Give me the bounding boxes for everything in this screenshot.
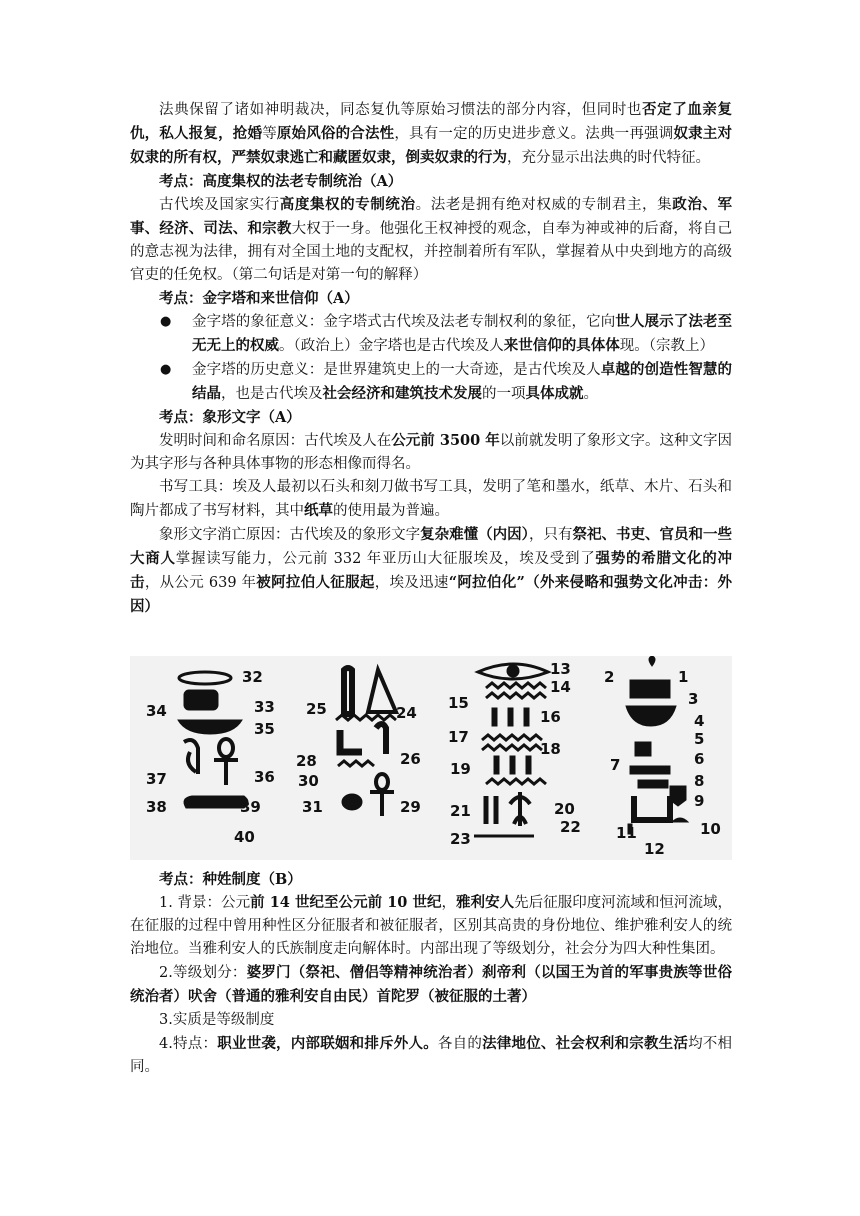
- figure-label: 10: [700, 820, 721, 838]
- heading-pharaoh-rule: 考点：高度集权的法老专制统治（A）: [159, 173, 403, 190]
- figure-label: 38: [146, 798, 167, 816]
- text: ，充分显示出法典的时代特征。: [507, 150, 710, 166]
- figure-label: 8: [694, 772, 705, 790]
- figure-label: 5: [694, 730, 705, 748]
- figure-label: 35: [254, 720, 275, 738]
- figure-label: 21: [450, 802, 471, 820]
- figure-label: 18: [540, 740, 561, 758]
- bold-text: 世人展示了法老至无无上的权威: [192, 313, 733, 354]
- paragraph-caste-essence: 3.实质是等级制度: [159, 1012, 275, 1028]
- bold-text: 职业世袭，内部联姻和排斥外人。: [217, 1035, 438, 1052]
- paragraph-pharaoh: [130, 193, 732, 287]
- figure-label: 22: [560, 818, 581, 836]
- figure-label: 26: [400, 750, 421, 768]
- bullet-pyramid-symbolism: [130, 310, 732, 358]
- figure-label: 19: [450, 760, 471, 778]
- figure-label: 3: [688, 690, 699, 708]
- figure-label: 11: [616, 824, 637, 842]
- text: 的使用最为普遍。: [333, 503, 449, 519]
- figure-label: 33: [254, 698, 275, 716]
- figure-label: 15: [448, 694, 469, 712]
- bold-text: “阿拉伯化”（外来侵略和强势文化冲击：外因）: [130, 574, 733, 615]
- bold-text: 卓越的创造性智慧的结晶: [192, 361, 733, 402]
- figure-label: 34: [146, 702, 167, 720]
- paragraph-writing-tools: [130, 476, 732, 523]
- text: ，从公元 639 年: [144, 575, 257, 591]
- text: 金字塔的历史意义：是世界建筑史上的一大奇迹，是古代埃及人: [192, 362, 601, 378]
- bold-text: 原始风俗的合法性: [276, 125, 395, 142]
- paragraph-invention: [130, 429, 732, 476]
- bold-text: 前 14 世纪至公元前 10 世纪: [250, 894, 442, 911]
- hieroglyph-illustration: [130, 656, 732, 860]
- bullet-icon: ●: [160, 362, 172, 377]
- text: 以前就发明了象形文字。这种文字因为其字形与各种具体事物的形态相像而得名。: [130, 433, 733, 472]
- figure-label: 12: [644, 840, 665, 858]
- figure-label: 2: [604, 668, 615, 686]
- figure-label: 40: [234, 828, 255, 846]
- bullet-icon: ●: [160, 314, 172, 329]
- figure-label: 20: [554, 800, 575, 818]
- figure-label: 6: [694, 750, 705, 768]
- paragraph-caste-levels: [130, 961, 732, 1009]
- bold-text: 雅利安人: [456, 894, 515, 911]
- figure-label: 14: [550, 678, 571, 696]
- text: 各自的: [437, 1036, 483, 1052]
- figure-label: 28: [296, 752, 317, 770]
- bold-text: 复杂难懂（内因）: [420, 526, 529, 543]
- text: 4.特点：: [159, 1036, 218, 1052]
- bold-text: 纸草: [304, 502, 333, 519]
- text: 均不相同。: [130, 1036, 733, 1075]
- heading-hieroglyphs: 考点：象形文字（A）: [159, 409, 301, 426]
- figure-label: 39: [240, 798, 261, 816]
- figure-label: 4: [694, 712, 705, 730]
- text: 先后征服印度河流域和恒河流域，在征服的过程中曾用种性区分征服者和被征服者，区别其高贵的身份地位、维护雅利安人的统治地位。当雅利安人的氏族制度走向解体时。内部出现了等级划分，社会分为四大种性集团。: [130, 895, 733, 957]
- figure-label: 23: [450, 830, 471, 848]
- text: 象形文字消亡原因：古代埃及的象形文字: [159, 527, 421, 543]
- caste-section: [130, 868, 732, 1079]
- text: 等: [262, 126, 277, 142]
- heading-pyramid: 考点：金字塔和来世信仰（A）: [159, 290, 359, 307]
- text: 书写工具：埃及人最初以石头和刻刀做书写工具，发明了笔和墨水，纸草、木片、石头和陶片都成了书写材料，其中: [130, 479, 732, 519]
- bold-text: 被阿拉伯人征服起: [256, 574, 375, 591]
- bold-text: 祭祀、书吏、官员和一些大商人: [130, 526, 733, 567]
- figure-label: 1: [678, 668, 689, 686]
- bold-text: 来世信仰的具体体: [503, 337, 620, 354]
- figure-label: 7: [610, 756, 621, 774]
- figure-label: 37: [146, 770, 167, 788]
- text: ，具有一定的历史进步意义。法典一再强调: [394, 126, 674, 142]
- text: ，: [441, 895, 457, 911]
- bold-text: 具体成就: [525, 385, 584, 402]
- text: 。法老是拥有绝对权威的专制君主，集: [415, 197, 673, 213]
- text: 大权于一身。他强化王权神授的观念，自奉为神或神的后裔，将自己的意志视为法律，拥有对全国土地的支配权，并控制着所有军队，掌握着从中央到地方的高级官吏的任免权。（第二句话是对第一句的解释）: [130, 221, 732, 283]
- bullet-pyramid-history: [130, 358, 732, 406]
- hieroglyph-figure: [130, 656, 732, 860]
- text: ，只有: [528, 527, 573, 543]
- figure-label: 36: [254, 768, 275, 786]
- text: 的一项: [482, 386, 526, 402]
- bold-text: 强势的希腊文化的冲击: [130, 550, 733, 591]
- text: 。（政治上）金字塔也是古代埃及人: [279, 338, 504, 354]
- text: 1. 背景：公元: [159, 895, 251, 911]
- figure-label: 17: [448, 728, 469, 746]
- paragraph-caste-background: [130, 891, 732, 961]
- text: 现。（宗教上）: [619, 338, 714, 354]
- figure-label: 13: [550, 660, 571, 678]
- heading-caste: 考点：种姓制度（B）: [159, 871, 302, 888]
- figure-label: 9: [694, 792, 705, 810]
- text: 掌握读写能力，公元前 332 年亚历山大征服埃及，埃及受到了: [175, 551, 596, 567]
- text: 古代埃及国家实行: [159, 197, 280, 213]
- bold-text: 婆罗门（祭祀、僧侣等精神统治者）刹帝利（以国王为首的军事贵族等世俗统治者）吠舍（普通的雅利安自由民）首陀罗（被征服的土著）: [130, 964, 732, 1005]
- figure-label: 30: [298, 772, 319, 790]
- bold-text: 政治、军事、经济、司法、和宗教: [130, 196, 733, 237]
- text: 发明时间和命名原因：古代埃及人在: [159, 433, 392, 449]
- text: 2.等级划分：: [159, 965, 247, 981]
- text: ，也是古代埃及: [221, 386, 323, 402]
- figure-label: 24: [396, 704, 417, 722]
- paragraph-decline: [130, 523, 732, 619]
- text: 金字塔的象征意义：金字塔式古代埃及法老专制权利的象征，它向: [192, 314, 616, 330]
- bold-text: 高度集权的专制统治: [279, 196, 416, 213]
- bold-text: 否定了血亲复仇，私人报复，抢婚: [130, 101, 733, 142]
- text: 法典保留了诸如神明裁决，同态复仇等原始习惯法的部分内容，但同时也: [159, 102, 643, 118]
- figure-label: 29: [400, 798, 421, 816]
- bold-text: 奴隶主对奴隶的所有权，严禁奴隶逃亡和藏匿奴隶，倒卖奴隶的行为: [130, 125, 732, 166]
- figure-label: 31: [302, 798, 323, 816]
- text: ，埃及迅速: [374, 575, 449, 591]
- text: 。: [583, 386, 598, 402]
- document-body: [130, 98, 732, 619]
- figure-label: 32: [242, 668, 263, 686]
- figure-label: 16: [540, 708, 561, 726]
- bold-text: 公元前 3500 年: [391, 432, 500, 449]
- bold-text: 法律地位、社会权利和宗教生活: [482, 1035, 689, 1052]
- paragraph-code-of-law: [130, 98, 732, 170]
- bold-text: 社会经济和建筑技术发展: [322, 385, 482, 402]
- figure-label: 25: [306, 700, 327, 718]
- paragraph-caste-features: [130, 1032, 732, 1079]
